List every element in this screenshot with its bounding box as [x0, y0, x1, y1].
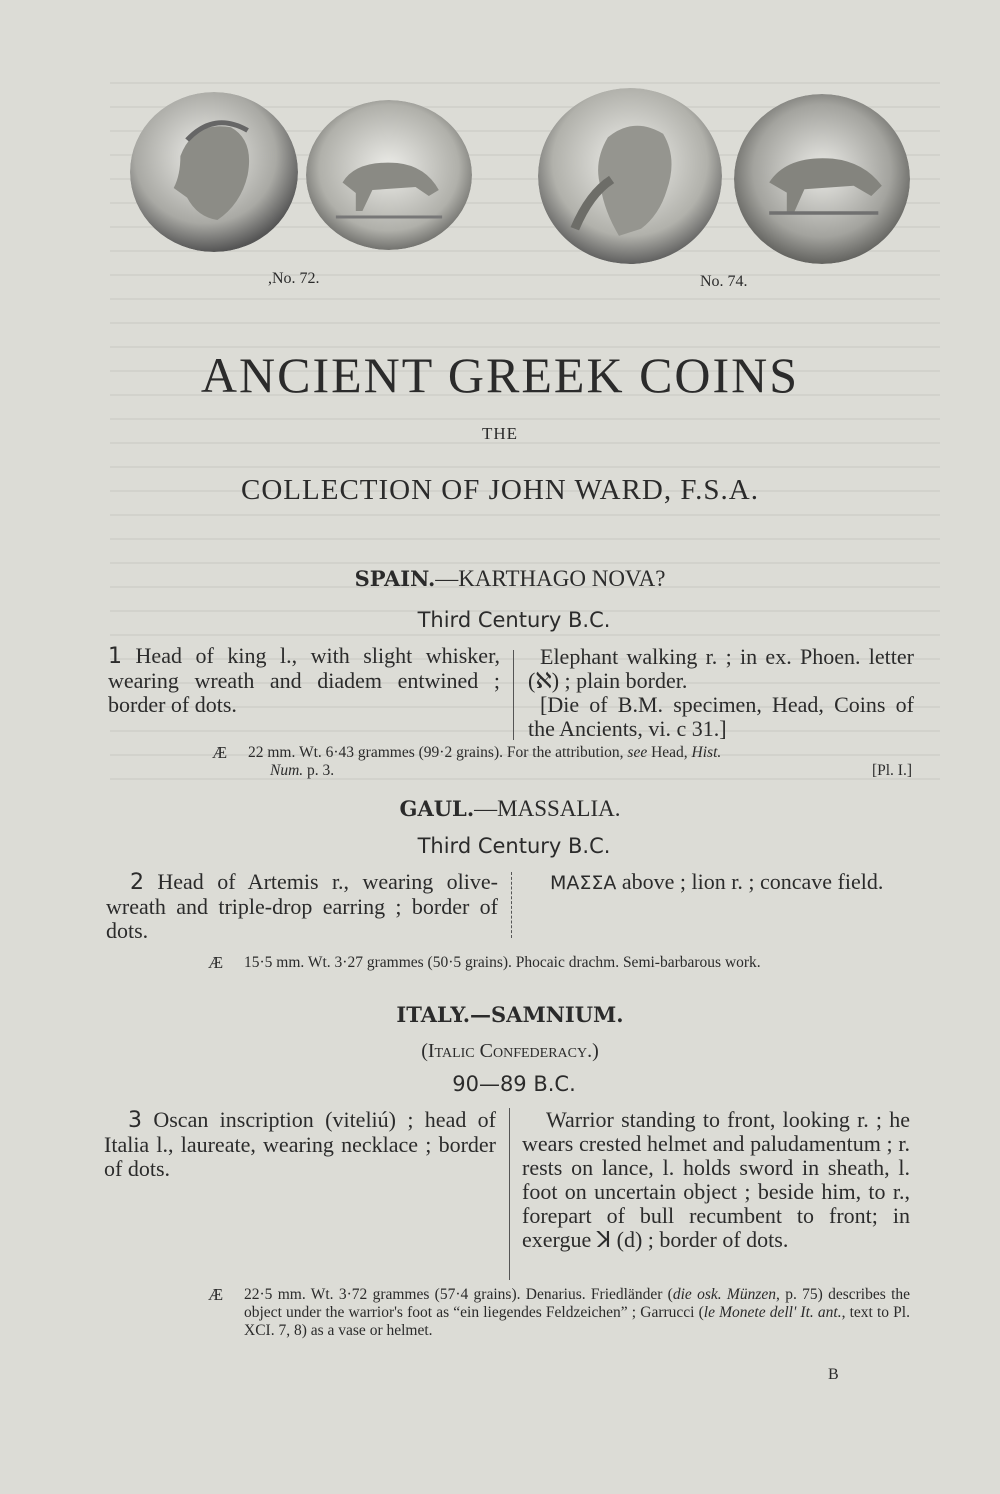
silver-symbol: Æ — [212, 743, 228, 762]
section-heading-spain — [0, 566, 1000, 592]
plate-reference: [Pl. I.] — [871, 762, 912, 779]
century-spain: Third Century B.C. — [417, 608, 611, 632]
entry-number: 3 — [128, 1108, 142, 1133]
page-title: ANCIENT GREEK COINS — [200, 347, 800, 403]
note-num: Num. — [270, 762, 304, 779]
collection-title: COLLECTION OF JOHN WARD, F.S.A. — [241, 474, 759, 506]
obverse-text: Head of king l., with slight whisker, wearing wreath and diadem entwined ; border of dots. — [108, 643, 501, 717]
section-heading-gaul — [0, 796, 1000, 822]
entry-number: 1 — [108, 644, 122, 669]
reverse-text: Warrior standing to front, looking r. ; he wears crested helmet and paludamentum ; r. rests on lance, l. holds sword in sheath, l. foot on uncertain object ; beside him, to r., forepart of bull recumbent to front; in exergue ꓘ (d) ; border of dots. — [522, 1107, 910, 1252]
entry-1-note — [212, 743, 912, 780]
obverse-text: Oscan inscription (viteliú) ; head of Italia l., laureate, wearing necklace ; border of dots. — [104, 1107, 497, 1181]
reverse-text: above ; lion r. ; concave field. — [616, 869, 884, 894]
note-ref-garrucci: le Monete dell' It. ant. — [703, 1304, 842, 1321]
coin-caption-74: No. 74. — [700, 273, 748, 290]
entry-2-note — [208, 953, 910, 972]
note-hist: Hist. — [691, 744, 722, 761]
heading-bold: ITALY.—SAMNIUM. — [396, 1002, 624, 1027]
note-text: 15·5 mm. Wt. 3·27 grammes (50·5 grains). Phocaic drachm. Semi-barbarous work. — [244, 954, 761, 971]
entry-3-note — [208, 1285, 911, 1340]
heading-rest: —KARTHAGO NOVA? — [435, 566, 666, 591]
reverse-note: [Die of B.M. specimen, Head, Coins of the Ancients, vi. c 31.] — [528, 692, 914, 741]
entry-3-obverse — [104, 1108, 496, 1181]
entry-3-reverse — [522, 1108, 910, 1252]
silver-symbol: Æ — [208, 953, 224, 972]
note-see: see — [627, 744, 648, 761]
note-text: 22 mm. Wt. 6·43 grammes (99·2 grains). For the attribution, — [248, 744, 628, 761]
title-the: THE — [481, 424, 519, 443]
century-gaul: Third Century B.C. — [417, 834, 611, 858]
century-italy: 90—89 B.C. — [452, 1072, 576, 1096]
note-tail: p. 3. — [303, 762, 335, 779]
heading-rest: —MASSALIA. — [474, 796, 621, 821]
coin-72-reverse — [306, 100, 472, 250]
column-divider — [513, 650, 514, 740]
coin-caption-72: ,No. 72. — [268, 270, 320, 287]
heading-bold: GAUL. — [399, 796, 475, 821]
coin-74-obverse — [538, 88, 722, 264]
subheading-italic-confederacy: (Italic Confederacy.) — [421, 1040, 599, 1062]
entry-1-obverse — [108, 644, 500, 717]
note-text-c: , p. 75) describes the object under the warrior's foot as “ein liegendes Feldzeichen” ; Garrucci ( — [244, 1286, 911, 1321]
note-text-e: , text to Pl. XCI. 7, 8) as a vase or helmet. — [244, 1304, 910, 1339]
entry-1-reverse — [528, 645, 914, 741]
column-divider — [509, 1108, 510, 1280]
heading-bold: SPAIN. — [354, 566, 436, 591]
obverse-text: Head of Artemis r., wearing olive-wreath and triple-drop earring ; border of dots. — [106, 869, 498, 943]
coin-74-reverse — [734, 94, 910, 264]
silver-symbol: Æ — [208, 1285, 224, 1304]
reverse-text: Elephant walking r. ; in ex. Phoen. letter (ℵ) ; plain border. — [528, 644, 914, 693]
entry-2-reverse — [526, 870, 912, 895]
note-ref-friedlander: die osk. Münzen — [672, 1286, 777, 1303]
section-heading-italy — [0, 1002, 1000, 1028]
signature-mark: B — [828, 1366, 839, 1383]
entry-2-obverse — [106, 870, 498, 943]
column-divider — [511, 872, 512, 938]
coin-72-obverse — [130, 92, 298, 252]
note-text-a: 22·5 mm. Wt. 3·72 grammes (57·4 grains). Denarius. Friedländer ( — [244, 1286, 673, 1303]
massa-legend: ΜΑΣΣΑ — [550, 872, 617, 894]
note-head: Head, — [647, 744, 692, 761]
entry-number: 2 — [130, 870, 144, 895]
